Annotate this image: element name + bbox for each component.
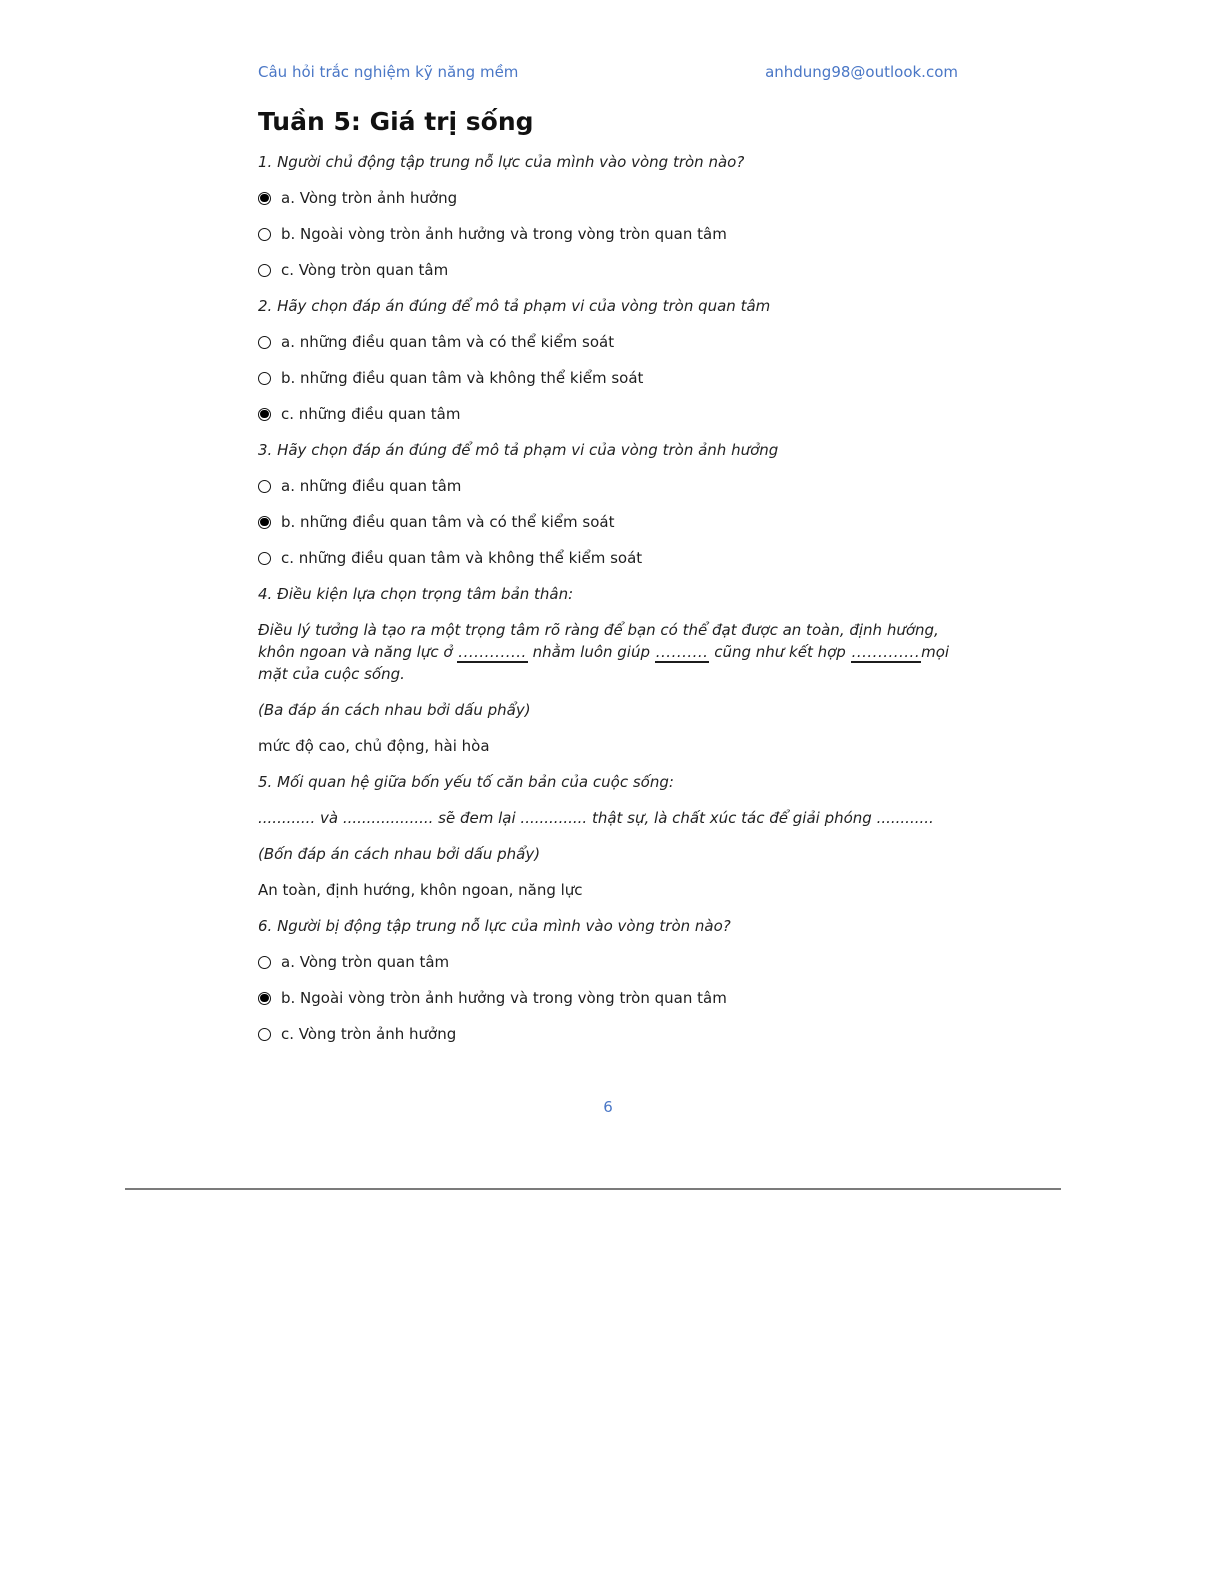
question-1-text: 1. Người chủ động tập trung nỗ lực của mình vào vòng tròn nào? bbox=[258, 153, 745, 171]
question-4-paragraph bbox=[258, 619, 958, 685]
question-6-option-b bbox=[258, 987, 958, 1009]
radio-button[interactable] bbox=[258, 1028, 271, 1041]
question-4-text: 4. Điều kiện lựa chọn trọng tâm bản thân: bbox=[258, 585, 574, 603]
page-title: Tuần 5: Giá trị sống bbox=[258, 107, 534, 136]
option-label: c. những điều quan tâm bbox=[281, 405, 461, 423]
radio-button[interactable] bbox=[258, 480, 271, 493]
option-label: b. Ngoài vòng tròn ảnh hưởng và trong vòng tròn quan tâm bbox=[281, 989, 727, 1007]
fill-blank: .......... bbox=[655, 643, 709, 661]
question-1-option-a bbox=[258, 187, 958, 209]
question-5-fill-line: ............ và ................... sẽ đem lại .............. thật sự, là chất xúc tác để giải phóng ............ bbox=[258, 809, 934, 827]
question-1-option-c bbox=[258, 259, 958, 281]
question-5-text: 5. Mối quan hệ giữa bốn yếu tố căn bản của cuộc sống: bbox=[258, 773, 674, 791]
radio-button[interactable] bbox=[258, 192, 271, 205]
paragraph-text: cũng như kết hợp bbox=[709, 643, 851, 661]
option-label: c. Vòng tròn quan tâm bbox=[281, 261, 449, 279]
radio-button[interactable] bbox=[258, 336, 271, 349]
option-label: b. những điều quan tâm và không thể kiểm soát bbox=[281, 369, 644, 387]
question-2-text: 2. Hãy chọn đáp án đúng để mô tả phạm vi của vòng tròn quan tâm bbox=[258, 297, 771, 315]
question-3-text: 3. Hãy chọn đáp án đúng để mô tả phạm vi của vòng tròn ảnh hưởng bbox=[258, 441, 779, 459]
page-header bbox=[258, 62, 958, 82]
option-label: c. những điều quan tâm và không thể kiểm soát bbox=[281, 549, 643, 567]
option-label: a. Vòng tròn ảnh hưởng bbox=[281, 189, 458, 207]
question-1-option-b bbox=[258, 223, 958, 245]
question-2-option-a bbox=[258, 331, 958, 353]
question-5-note: (Bốn đáp án cách nhau bởi dấu phẩy) bbox=[258, 845, 541, 863]
question-3-option-b bbox=[258, 511, 958, 533]
paragraph-text: mọi mặt của cuộc sống. bbox=[258, 643, 950, 683]
page-content bbox=[258, 62, 958, 1045]
option-label: a. những điều quan tâm và có thể kiểm soát bbox=[281, 333, 615, 351]
question-2-option-c bbox=[258, 403, 958, 425]
fill-blank: ............. bbox=[458, 643, 527, 661]
footer-divider bbox=[125, 1188, 1061, 1190]
question-5-answer: An toàn, định hướng, khôn ngoan, năng lực bbox=[258, 881, 583, 899]
question-3-option-a bbox=[258, 475, 958, 497]
paragraph-text: Điều lý tưởng là tạo ra một trọng tâm rõ ràng để bạn có thể đạt được an toàn, định hướng, khôn ngoan và năng lực ở bbox=[258, 621, 939, 661]
radio-button[interactable] bbox=[258, 408, 271, 421]
radio-button[interactable] bbox=[258, 228, 271, 241]
form-title: Câu hỏi trắc nghiệm kỹ năng mềm bbox=[258, 63, 519, 81]
fill-blank: ............. bbox=[851, 643, 921, 661]
question-6-text: 6. Người bị động tập trung nỗ lực của mình vào vòng tròn nào? bbox=[258, 917, 731, 935]
radio-button[interactable] bbox=[258, 516, 271, 529]
radio-button[interactable] bbox=[258, 264, 271, 277]
radio-button[interactable] bbox=[258, 992, 271, 1005]
question-3-option-c bbox=[258, 547, 958, 569]
option-label: b. những điều quan tâm và có thể kiểm soát bbox=[281, 513, 615, 531]
question-6-option-c bbox=[258, 1023, 958, 1045]
question-6-option-a bbox=[258, 951, 958, 973]
option-label: b. Ngoài vòng tròn ảnh hưởng và trong vòng tròn quan tâm bbox=[281, 225, 727, 243]
radio-button[interactable] bbox=[258, 956, 271, 969]
radio-button[interactable] bbox=[258, 552, 271, 565]
question-4-note: (Ba đáp án cách nhau bởi dấu phẩy) bbox=[258, 701, 531, 719]
paragraph-text: nhằm luôn giúp bbox=[527, 643, 655, 661]
option-label: c. Vòng tròn ảnh hưởng bbox=[281, 1025, 457, 1043]
question-2-option-b bbox=[258, 367, 958, 389]
option-label: a. những điều quan tâm bbox=[281, 477, 462, 495]
question-4-answer: mức độ cao, chủ động, hài hòa bbox=[258, 737, 490, 755]
user-email: anhdung98@outlook.com bbox=[765, 63, 958, 81]
radio-button[interactable] bbox=[258, 372, 271, 385]
option-label: a. Vòng tròn quan tâm bbox=[281, 953, 450, 971]
page-number: 6 bbox=[603, 1098, 613, 1116]
